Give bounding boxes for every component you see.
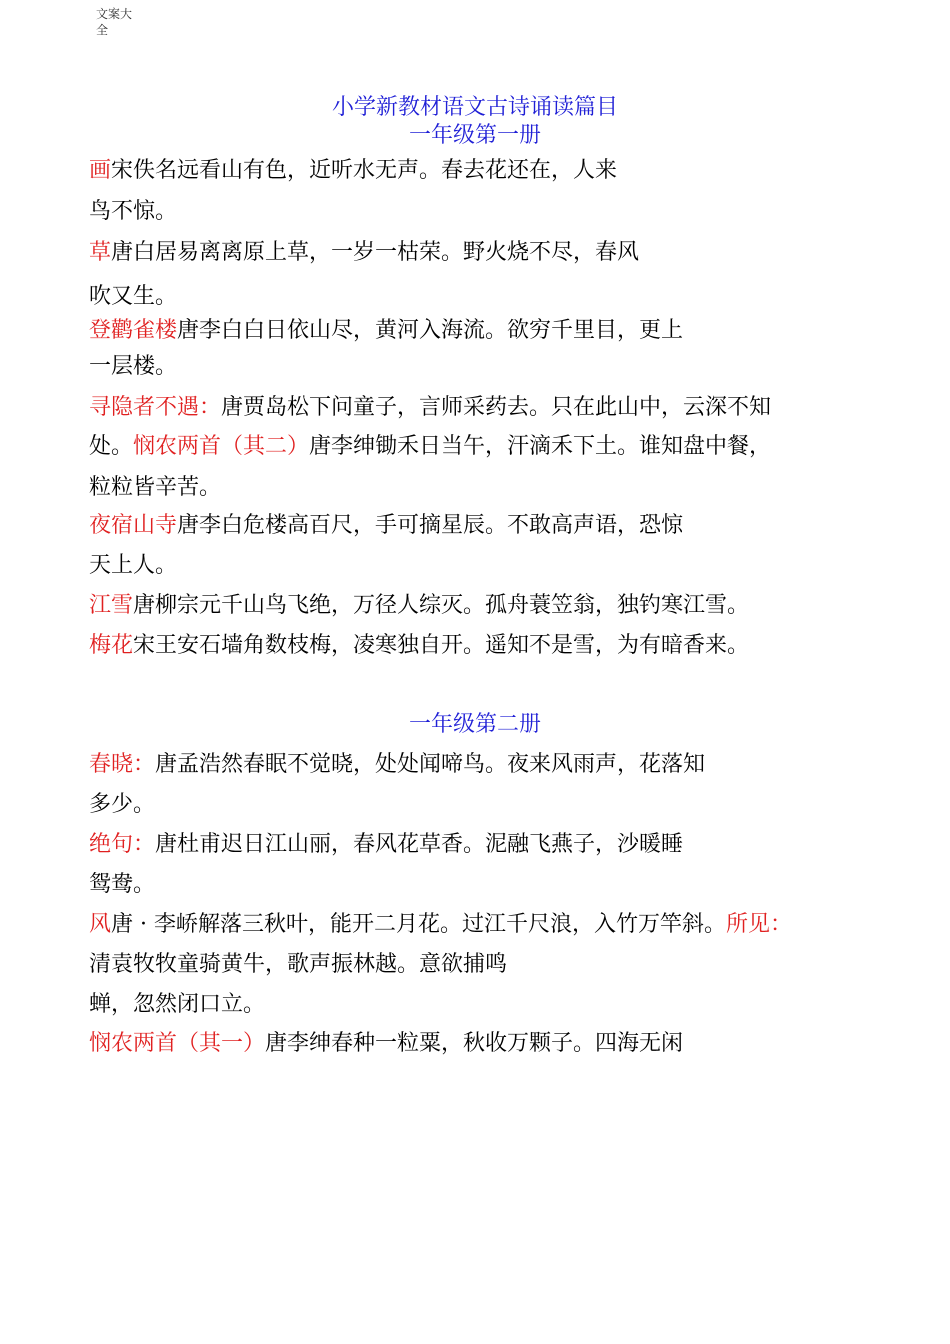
poem-line [89, 592, 749, 620]
poem-line [89, 791, 155, 819]
poem-line [89, 474, 221, 502]
poem-text: 蝉，忽然闭口立。 [89, 992, 266, 1017]
poem-line [89, 512, 683, 540]
poem-text: 鸳鸯。 [89, 872, 156, 897]
poem-line [89, 911, 792, 939]
poem-line [89, 1030, 683, 1058]
poem-line [89, 157, 617, 185]
poem-text: 唐李绅锄禾日当午，汗滴禾下土。谁知盘中餐， [309, 434, 772, 459]
poem-line [89, 751, 705, 779]
poem-title: 江雪 [89, 593, 134, 618]
poem-text: 多少。 [89, 792, 156, 817]
poem-line [89, 317, 683, 345]
poem-text: 唐李白危楼高百尺，手可摘星辰。不敢高声语，恐惊 [177, 513, 684, 538]
poem-line [89, 353, 177, 381]
poem-text: 处。 [89, 434, 134, 459]
header-watermark-text: 文案大全 [96, 7, 133, 37]
poem-text: 唐柳宗元千山鸟飞绝，万径人综灭。孤舟蓑笠翁，独钓寒江雪。 [133, 593, 750, 618]
poem-line [89, 871, 155, 899]
poem-text: 清袁牧牧童骑黄牛，歌声振林越。意欲捕鸣 [89, 952, 508, 977]
poem-line [89, 239, 639, 267]
poem-title: 春晓： [89, 752, 156, 777]
poem-line [89, 433, 771, 461]
poem-line [89, 951, 507, 979]
section-heading-grade1-book1: 一年级第一册 [408, 123, 541, 148]
poem-title: 绝句： [89, 832, 156, 857]
poem-text: 一层楼。 [89, 354, 178, 379]
poem-title: 寻隐者不遇： [89, 395, 222, 420]
poem-line [89, 552, 177, 580]
poem-line [89, 632, 749, 660]
poem-text: 宋佚名远看山有色，近听水无声。春去花还在，人来 [111, 158, 618, 183]
poem-line [89, 283, 177, 311]
poem-text: 宋王安石墙角数枝梅，凌寒独自开。遥知不是雪，为有暗香来。 [133, 633, 750, 658]
poem-text: 唐李绅春种一粒粟，秋收万颗子。四海无闲 [265, 1031, 684, 1056]
poem-title: 梅花 [89, 633, 134, 658]
poem-text: 唐李白白日依山尽，黄河入海流。欲穷千里目，更上 [177, 318, 684, 343]
poem-title: 所见： [726, 912, 793, 937]
section-heading-grade1-book2: 一年级第二册 [408, 712, 541, 737]
poem-title: 夜宿山寺 [89, 513, 178, 538]
poem-title: 画 [89, 158, 112, 183]
poem-text: 鸟不惊。 [89, 199, 178, 224]
poem-text: 唐杜甫迟日江山丽，春风花草香。泥融飞燕子，沙暖睡 [155, 832, 684, 857]
poem-title: 登鹳雀楼 [89, 318, 178, 343]
poem-line [89, 198, 177, 226]
poem-title: 悯农两首（其一） [89, 1031, 266, 1056]
poem-title: 悯农两首（其二） [133, 434, 310, 459]
poem-text: 唐贾岛松下问童子，言师采药去。只在此山中，云深不知 [221, 395, 772, 420]
poem-line [89, 991, 265, 1019]
poem-text: 唐 · 李峤解落三秋叶，能开二月花。过江千尺浪，入竹万竿斜。 [111, 912, 726, 937]
document-title: 小学新教材语文古诗诵读篇目 [331, 95, 618, 120]
poem-title: 草 [89, 240, 112, 265]
poem-text: 粒粒皆辛苦。 [89, 475, 222, 500]
poem-title: 风 [89, 912, 112, 937]
poem-text: 吹又生。 [89, 284, 178, 309]
poem-line [89, 394, 771, 422]
poem-text: 唐孟浩然春眠不觉晓，处处闻啼鸟。夜来风雨声，花落知 [155, 752, 706, 777]
poem-text: 唐白居易离离原上草，一岁一枯荣。野火烧不尽，春风 [111, 240, 640, 265]
poem-line [89, 831, 683, 859]
poem-text: 天上人。 [89, 553, 178, 578]
